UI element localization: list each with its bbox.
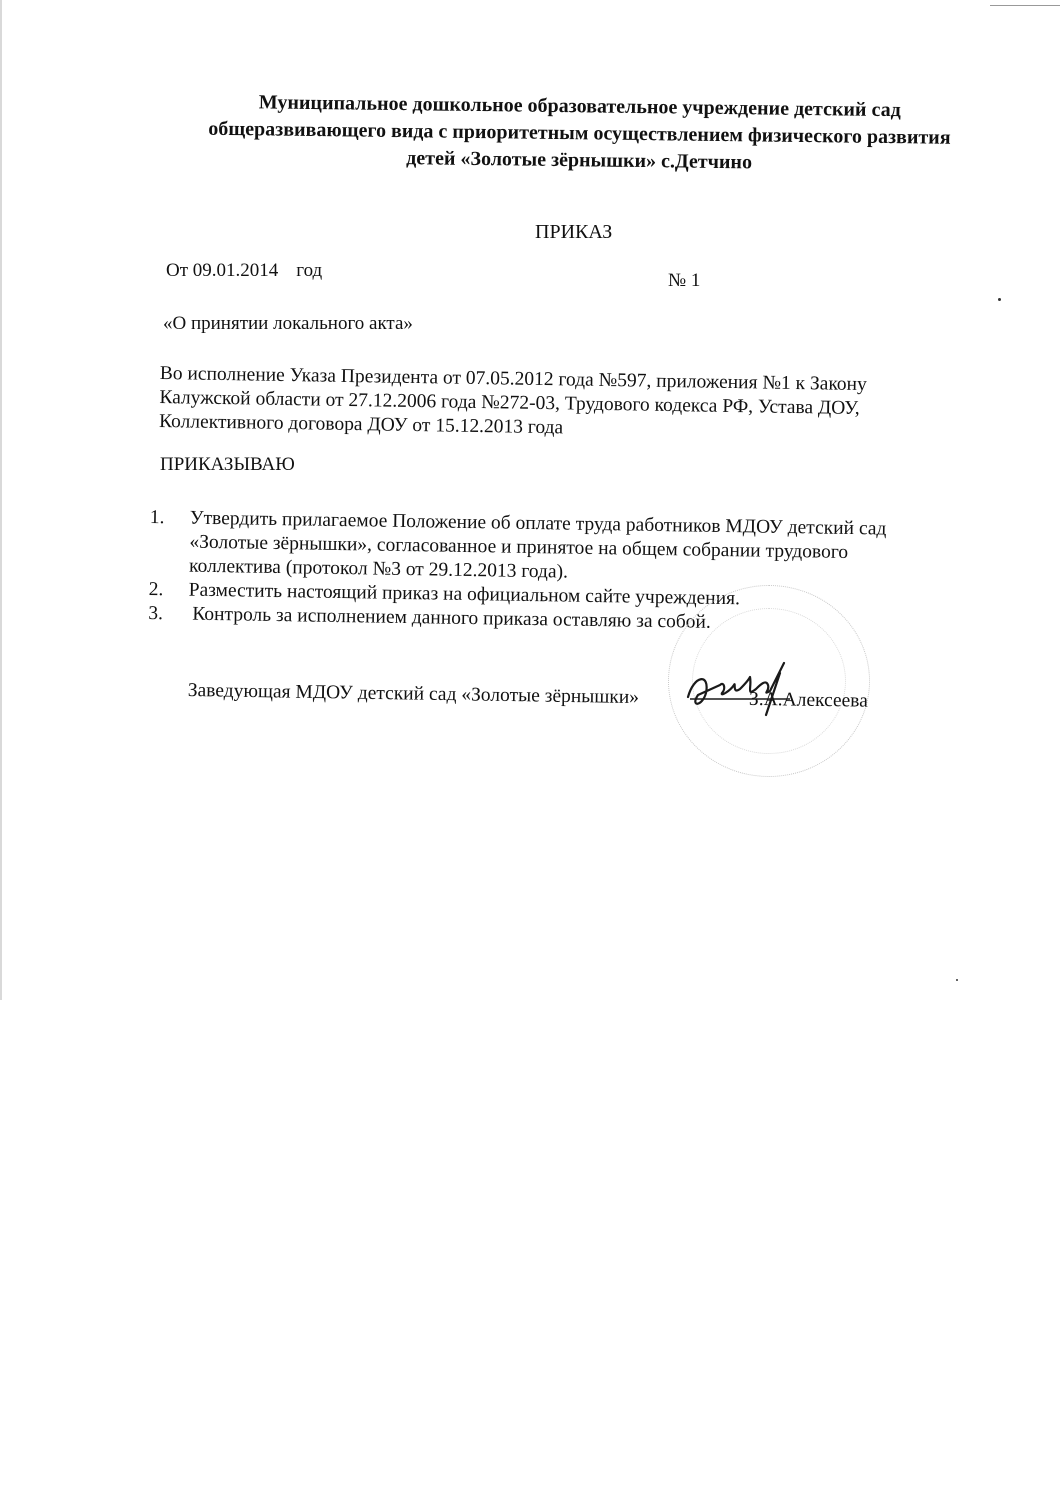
preamble-line: Калужской области от 27.12.2006 года №272-03, Трудового кодекса РФ, Устава ДОУ, <box>159 386 860 419</box>
item-line: Утвердить прилагаемое Положение об оплате труда работников МДОУ детский сад <box>189 507 887 540</box>
preamble-line: Коллективного договора ДОУ от 15.12.2013 года <box>158 410 564 439</box>
signatory-name: З.А.Алексеева <box>748 688 869 712</box>
organization-header <box>149 88 1010 180</box>
document-title: ПРИКАЗ <box>535 221 613 243</box>
item-number: 3. <box>148 602 164 625</box>
header-line: Муниципальное дошкольное образовательное учреждение детский сад <box>258 91 901 122</box>
header-line: детей «Золотые зёрнышки» с.Детчино <box>406 147 753 174</box>
date-suffix: год <box>296 260 323 281</box>
document-date <box>166 260 322 282</box>
preamble <box>159 362 960 447</box>
document-number: № 1 <box>668 270 701 291</box>
preamble-line: Во исполнение Указа Президента от 07.05.2012 года №597, приложения №1 к Закону <box>159 362 868 396</box>
item-number: 2. <box>148 578 164 601</box>
scan-speck <box>956 979 958 981</box>
header-line: общеразвивающего вида с приоритетным осуществлением физического развития <box>208 117 951 149</box>
scan-edge-left <box>0 0 2 1000</box>
order-items <box>148 506 990 639</box>
order-item <box>149 506 990 591</box>
scan-speck <box>998 298 1001 301</box>
item-line: коллектива (протокол №3 от 29.12.2013 года). <box>188 555 569 583</box>
item-line: «Золотые зёрнышки», согласованное и принятое на общем собрании трудового <box>189 531 849 563</box>
signatory-position: Заведующая МДОУ детский сад «Золотые зёрнышки» <box>187 680 640 709</box>
date-value: От 09.01.2014 <box>166 260 279 281</box>
handwritten-signature <box>680 655 810 725</box>
scan-edge-top <box>990 5 1060 6</box>
order-word: ПРИКАЗЫВАЮ <box>160 454 295 475</box>
document-subject: «О принятии локального акта» <box>163 313 413 334</box>
item-line: Разместить настоящий приказ на официальном сайте учреждения. <box>188 579 741 610</box>
item-line: Контроль за исполнением данного приказа оставляю за собой. <box>192 603 711 633</box>
item-number: 1. <box>149 506 165 529</box>
